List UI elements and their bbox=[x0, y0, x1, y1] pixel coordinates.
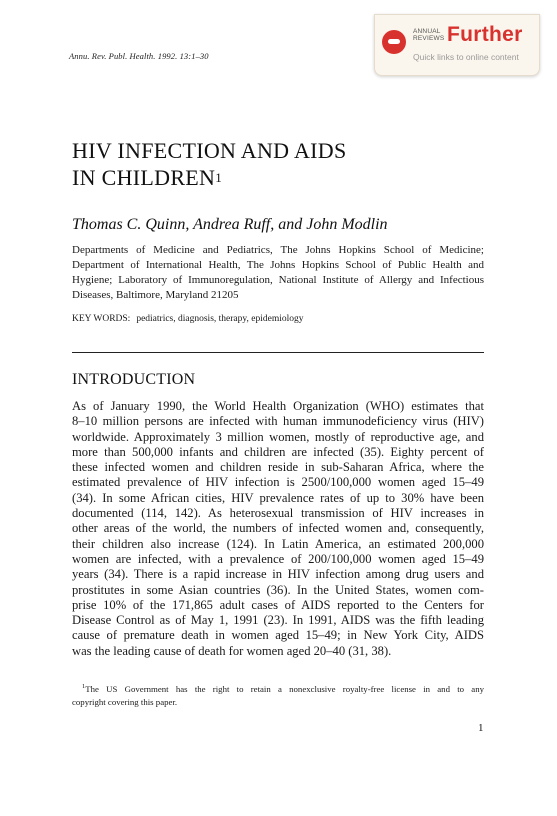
body-line: was the leading cause of death for women aged 20–40 (31, 38). bbox=[72, 643, 392, 658]
title-line-2-wrap bbox=[72, 164, 492, 194]
body-line: documented (114, 142). As heterosexual transmission of HIV increases in bbox=[72, 506, 484, 521]
body-line: cause of premature death in women aged 15–49; in New York City, AIDS bbox=[72, 628, 484, 643]
body-line: these infected women and children reside in sub-Saharan Africa, where the bbox=[72, 460, 484, 475]
article-title bbox=[72, 137, 492, 194]
body-line: Disease Control as of May 1, 1991 (23). In 1991, AIDS was the fifth leading bbox=[72, 613, 484, 628]
title-line-1: HIV INFECTION AND AIDS bbox=[72, 138, 347, 163]
badge-brand bbox=[413, 28, 447, 42]
badge-word: Further bbox=[447, 23, 523, 46]
body-line: women are infected, with a prevalence of 200/100,000 women aged 15–49 bbox=[72, 551, 484, 566]
body-line: years (34). There is a rapid increase in HIV infection among drug users and bbox=[72, 567, 484, 582]
page-number: 1 bbox=[478, 722, 484, 734]
body-line: As of January 1990, the World Health Organization (WHO) estimates that bbox=[72, 399, 484, 413]
footnote-line-2: copyright covering this paper. bbox=[72, 696, 178, 707]
further-logo-icon bbox=[382, 30, 406, 54]
body-line: their children also increase (124). In Latin America, an estimated 200,000 bbox=[72, 536, 484, 551]
title-footnote-mark[interactable]: 1 bbox=[215, 170, 223, 185]
journal-reference: Annu. Rev. Publ. Health. 1992. 13:1–30 bbox=[69, 51, 209, 61]
author-list: Thomas C. Quinn, Andrea Ruff, and John Modlin bbox=[72, 216, 388, 233]
badge-brand-line1: ANNUAL bbox=[413, 28, 441, 35]
body-line: 8–10 million persons are infected with human immunodeficiency virus (HIV) bbox=[72, 414, 484, 429]
footnote-mark: 1 bbox=[82, 683, 86, 691]
body-line: other areas of the world, the numbers of infected women and, consequently, bbox=[72, 521, 484, 536]
body-line: (34). In some African cities, HIV prevalence rates of up to 30% have been bbox=[72, 490, 484, 505]
badge-tagline: Quick links to online content bbox=[413, 52, 519, 62]
body-line: worldwide. Approximately 3 million women, mostly of reproductive age, and bbox=[72, 429, 484, 444]
keywords-text: pediatrics, diagnosis, therapy, epidemiology bbox=[136, 314, 304, 324]
footnote-line-1 bbox=[72, 683, 484, 696]
title-line-2: IN CHILDREN bbox=[72, 165, 216, 190]
body-line: prostitutes in some Asian countries (36). In the United States, women com- bbox=[72, 582, 484, 597]
keywords-label: KEY WORDS: bbox=[72, 314, 131, 324]
keywords bbox=[72, 314, 304, 324]
body-line: more than 500,000 infants and children are infected (35). Eighty percent of bbox=[72, 444, 484, 459]
affiliation: Departments of Medicine and Pediatrics, The Johns Hopkins School of Medicine; Department of International Health, The Johns Hopkins School of Public Health and Hygiene; Laboratory of Immunoregulation, National Institute of Allergy and Infectious Diseases, Baltimore, Maryland 21205 bbox=[72, 244, 484, 301]
section-divider bbox=[72, 352, 484, 353]
body-text bbox=[72, 399, 484, 659]
section-heading: INTRODUCTION bbox=[72, 371, 196, 388]
footnote-text-1: The US Government has the right to retain a nonexclusive royalty-free license in and to any bbox=[85, 684, 484, 694]
footnote bbox=[72, 683, 484, 708]
annual-reviews-further-badge[interactable] bbox=[374, 14, 540, 76]
body-line: prise 10% of the 171,865 adult cases of AIDS reported to the Centers for bbox=[72, 597, 484, 612]
body-line: estimated prevalence of HIV infection is 2500/100,000 women aged 15–49 bbox=[72, 475, 484, 490]
badge-brand-line2: REVIEWS bbox=[413, 35, 445, 42]
